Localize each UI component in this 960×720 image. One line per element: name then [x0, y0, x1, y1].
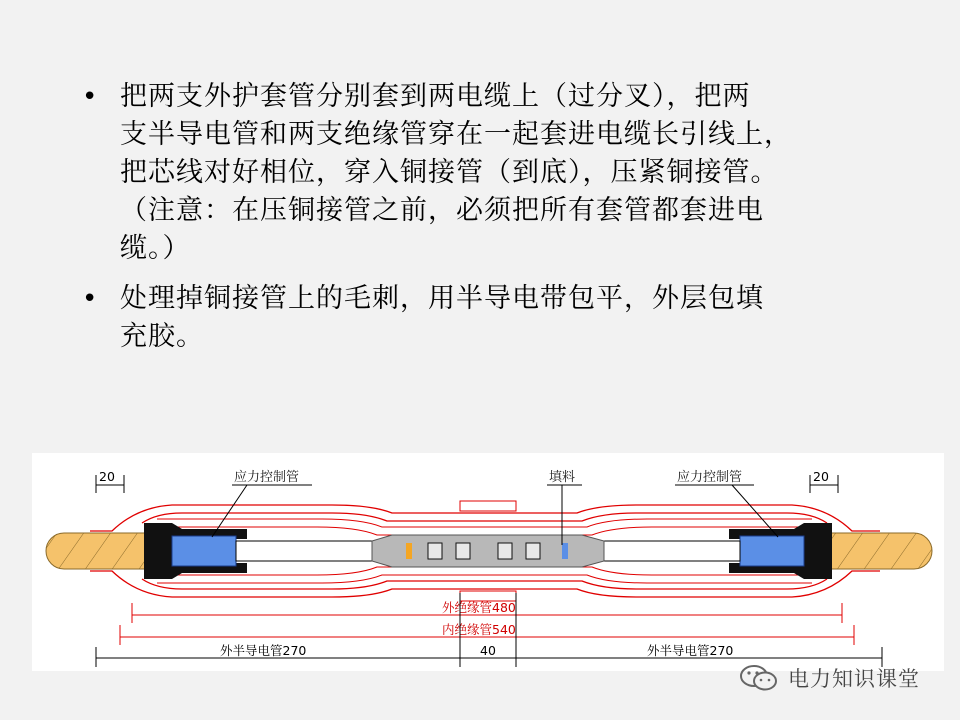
label-stress-control-left: 应力控制管: [234, 470, 300, 485]
dim-semicon-left: 外半导电管270: [220, 643, 307, 658]
conductor-left: [236, 541, 376, 561]
bullet-list: [80, 78, 880, 368]
watermark-text: 电力知识课堂: [788, 667, 920, 691]
dim-outer-insulation: 外绝缘管480: [442, 600, 516, 615]
filler-mark-right: [562, 543, 568, 559]
bullet-text: 把两支外护套管分别套到两电缆上（过分叉），把两 支半导电管和两支绝缘管穿在一起套进电缆长引线上， 把芯线对好相位，穿入铜接管（到底），压紧铜接管。 （注意：在压铜接管之前，必须把所有套管都套进电 缆。）: [120, 81, 792, 264]
bullet-item: [80, 78, 880, 268]
dim-center-40: 40: [480, 643, 496, 658]
center-sleeve-top: [460, 501, 516, 511]
stress-control-tube-right: [740, 536, 804, 566]
dim-20-right: 20: [813, 469, 829, 484]
wechat-icon: [738, 663, 782, 693]
bullet-text: 处理掉铜接管上的毛刺，用半导电带包平，外层包填 充胶。: [120, 283, 764, 352]
label-filler: 填料: [549, 470, 576, 485]
watermark: [738, 662, 920, 694]
label-stress-control-right: 应力控制管: [677, 470, 743, 485]
dim-inner-insulation: 内绝缘管540: [442, 622, 516, 637]
stress-control-tube-left: [172, 536, 236, 566]
filler-mark-left: [406, 543, 412, 559]
dim-semicon-right: 外半导电管270: [647, 643, 734, 658]
dim-20-left: 20: [99, 469, 115, 484]
cable-joint-drawing: [32, 453, 944, 671]
bullet-marker: •: [82, 284, 98, 314]
bullet-item: [80, 280, 880, 356]
cable-joint-diagram: [32, 453, 944, 671]
bullet-marker: •: [82, 82, 98, 112]
conductor-right: [600, 541, 740, 561]
